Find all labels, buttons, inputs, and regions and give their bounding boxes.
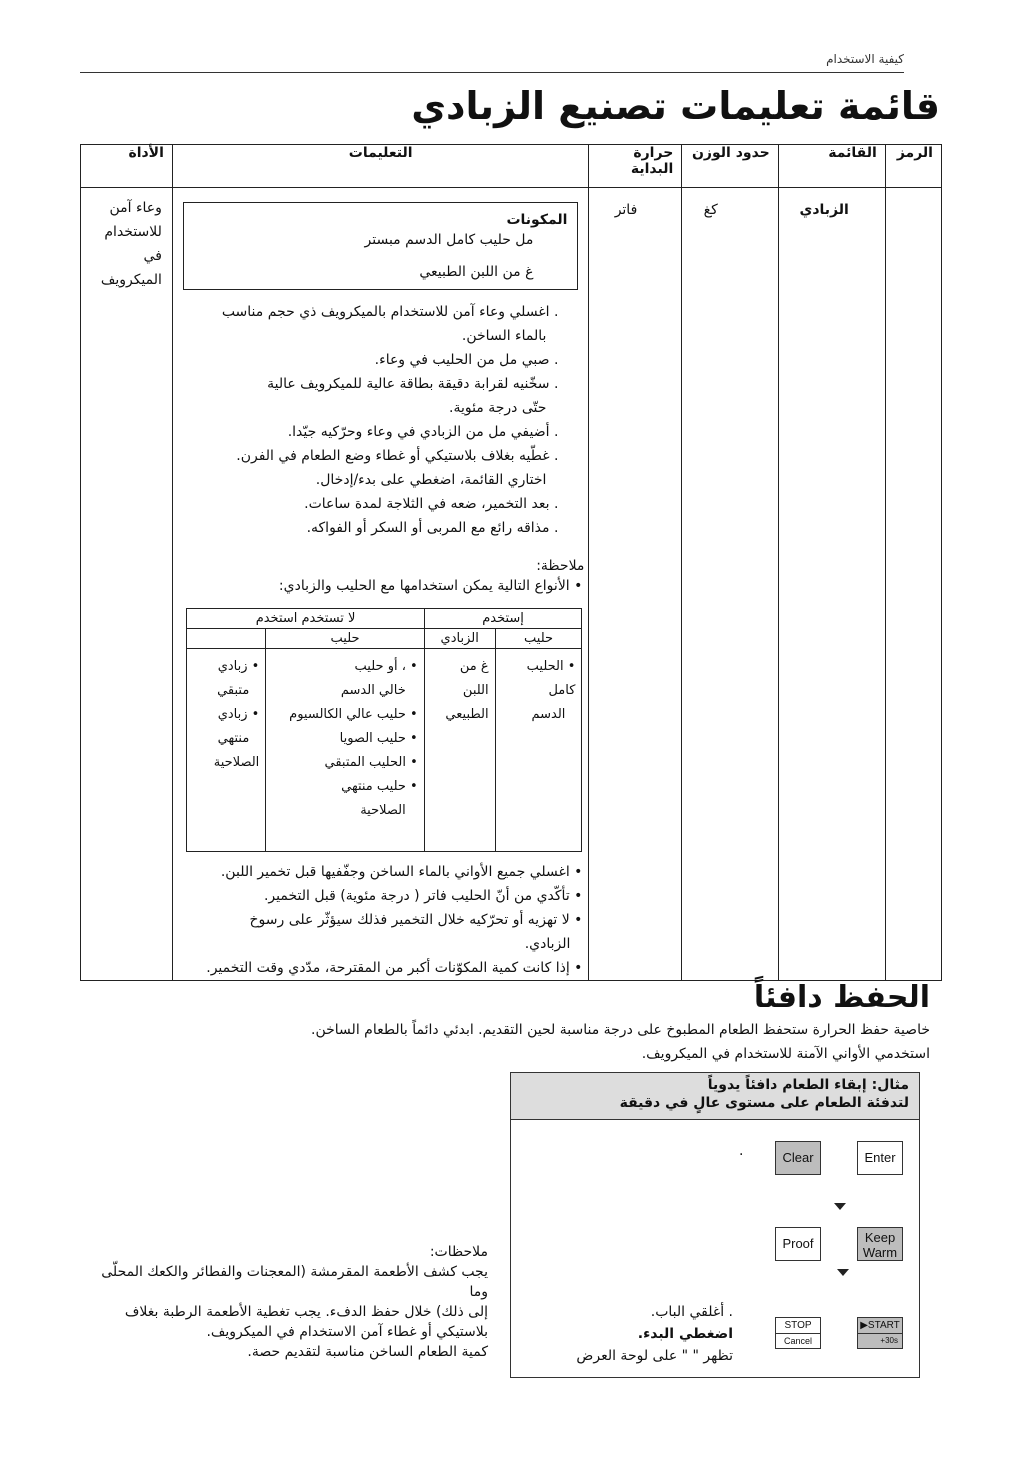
cell-temp: فاتر xyxy=(589,188,682,981)
use-header: إستخدم xyxy=(424,609,582,629)
arrow-down-icon xyxy=(834,1203,846,1210)
use-milk-cell: • الحليب كامل الدسم xyxy=(495,649,582,852)
after-notes: • اغسلي جميع الأواني بالماء الساخن وجفّفيها قبل تخمير اللبن. • تأكّدي من أنّ الحليب فاتر ( درجة مئوية) قبل التخمير. • لا تهزيه أو تحرّكيه خلال التخمير فذلك سيؤثّر على رسوخ الزبادي. • إذا كانت كمية المكوّنات أكبر من المقترحة، مدّدي وقت التخمير. xyxy=(206,864,583,976)
keep-warm-title: الحفظ دافئاً xyxy=(753,980,930,1015)
cell-weight: كغ xyxy=(682,188,778,981)
col-code: الرمز xyxy=(885,145,941,188)
col-menu: القائمة xyxy=(778,145,885,188)
use-milk-header: حليب xyxy=(495,629,582,649)
steps-list: . اغسلي وعاء آمن للاستخدام بالميكرويف ذي حجم مناسب بالماء الساخن. . صبي مل من الحليب في وعاء. . سخّنيه لقرابة دقيقة بطاقة عالية للميكرويف عالية حتّى درجة مئوية. . أضيفي مل من الزبادي في وعاء وحرّكيه جيّدا. . غطّيه بغلاف بلاستيكي أو غطاء وضع الطعام في الفرن. اختاري القائمة، اضغطي على بدء/إدخال. . بعد التخمير، ضعه في الثلاجة لمدة ساعات. . مذاقه رائع مع المربى أو السكر أو الفواكه. xyxy=(221,304,559,536)
col-instructions: التعليمات xyxy=(172,145,589,188)
final-steps: . أغلقي الباب. اضغطي البدء. تظهر " " على لوحة العرض xyxy=(576,1304,733,1364)
cell-utensil: وعاء آمن للاستخدام في الميكرويف xyxy=(81,188,173,981)
dont-yogurt-header xyxy=(187,629,266,649)
keep-warm-notes: ملاحظات: يجب كشف الأطعمة المقرمشة (المعجنات والفطائر والكعك المحلّى وما إلى ذلك) خلال حفظ الدفء. يجب تغطية الأطعمة الرطبة بغلاف بلاستيكي أو غطاء آمن الاستخدام في الميكرويف. كمية الطعام الساخن مناسبة لتقديم حصة. xyxy=(101,1244,488,1360)
header-divider xyxy=(80,72,904,73)
ingredients-box: المكونات مل حليب كامل الدسم مبستر غ من اللبن الطبيعي xyxy=(183,202,579,290)
col-weight: حدود الوزن xyxy=(682,145,778,188)
step-dot: . xyxy=(739,1143,744,1159)
page-title: قائمة تعليمات تصنيع الزبادي xyxy=(411,84,940,128)
yogurt-instructions-table xyxy=(80,144,942,981)
dont-milk-cell: • ، أو حليب خالي الدسم • حليب عالي الكالسيوم • حليب الصويا • الحليب المتبقي • حليب منتهي الصلاحية xyxy=(266,649,424,852)
section-header: كيفية الاستخدام xyxy=(826,52,904,66)
note-title: ملاحظة: xyxy=(536,558,585,574)
example-header: مثال: إبقاء الطعام دافئاً يدوياً لتدفئة الطعام على مستوى عالٍ في دقيقة xyxy=(511,1073,919,1120)
milk-yogurt-types-table xyxy=(186,608,582,852)
dont-use-header: لا تستخدم استخدم xyxy=(187,609,424,629)
note-bullet: • الأنواع التالية يمكن استخدامها مع الحليب والزبادي: xyxy=(278,578,583,594)
arrow-down-icon xyxy=(837,1269,849,1276)
col-temp: حرارة البداية xyxy=(589,145,682,188)
cell-menu: الزبادي xyxy=(778,188,885,981)
stop-cancel-button[interactable]: STOP Cancel xyxy=(775,1317,821,1349)
cell-code xyxy=(885,188,941,981)
keep-warm-example-box xyxy=(510,1072,920,1378)
dont-milk-header: حليب xyxy=(266,629,424,649)
use-yogurt-header: الزبادي xyxy=(424,629,495,649)
enter-button[interactable]: Enter xyxy=(857,1141,903,1175)
start-button[interactable]: ▶START +30s xyxy=(857,1317,903,1349)
proof-button[interactable]: Proof xyxy=(775,1227,821,1261)
clear-button[interactable]: Clear xyxy=(775,1141,821,1175)
keep-warm-description: خاصية حفظ الحرارة ستحفظ الطعام المطبوخ على درجة مناسبة لحين التقديم. ابدئي دائماً بالطعام الساخن. استخدمي الأواني الآمنة للاستخدام في الميكرويف. xyxy=(311,1022,930,1062)
cell-instructions xyxy=(172,188,589,981)
keep-warm-button[interactable]: Keep Warm xyxy=(857,1227,903,1261)
col-utensil: الأداة xyxy=(81,145,173,188)
use-yogurt-cell: غ من اللبن الطبيعي xyxy=(424,649,495,852)
dont-yogurt-cell: • زبادي متبقي • زبادي منتهي الصلاحية xyxy=(187,649,266,852)
